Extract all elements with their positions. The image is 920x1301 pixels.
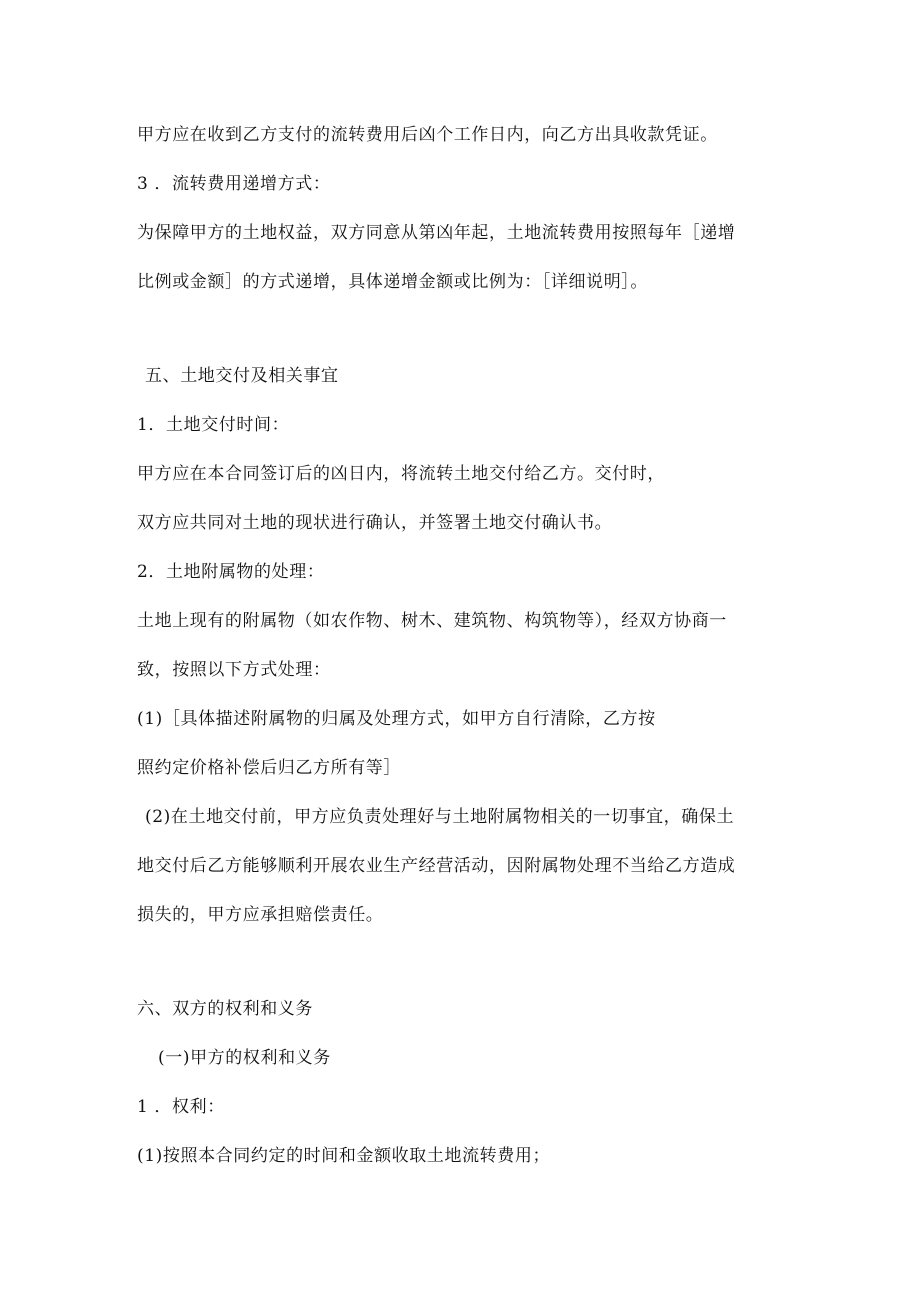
section-5-heading: 五、土地交付及相关事宜 [145, 366, 339, 386]
rights-item-1: (1)按照本合同约定的时间和金额收取土地流转费用； [137, 1146, 551, 1166]
item-2-heading: 2．土地附属物的处理： [137, 562, 325, 582]
subsection-1-heading: (一)甲方的权利和义务 [158, 1048, 331, 1068]
item-1-heading: 1．土地交付时间： [137, 415, 290, 435]
item-3-heading: 3 ．流转费用递增方式： [137, 174, 331, 194]
rights-heading: 1 ．权利： [137, 1097, 225, 1117]
subitem-2-line1: (2)在土地交付前，甲方应负责处理好与土地附属物相关的一切事宜，确保土 [145, 807, 735, 827]
section-6-heading: 六、双方的权利和义务 [137, 999, 313, 1019]
paragraph-increase-line2: 比例或金额］的方式递增，具体递增金额或比例为：［详细说明］。 [137, 272, 648, 292]
subitem-1-line2: 照约定价格补偿后归乙方所有等］ [137, 758, 401, 778]
paragraph-attachments-line1: 土地上现有的附属物（如农作物、树木、建筑物、构筑物等），经双方协商一 [137, 611, 727, 631]
subitem-2-line3: 损失的，甲方应承担赔偿责任。 [137, 905, 384, 925]
subitem-2-line2: 地交付后乙方能够顺利开展农业生产经营活动，因附属物处理不当给乙方造成 [137, 856, 736, 876]
paragraph-delivery-line1: 甲方应在本合同签订后的凶日内，将流转土地交付给乙方。交付时， [137, 464, 665, 484]
subitem-1-line1: (1)［具体描述附属物的归属及处理方式，如甲方自行清除，乙方按 [137, 709, 656, 729]
paragraph-receipt: 甲方应在收到乙方支付的流转费用后凶个工作日内，向乙方出具收款凭证。 [137, 125, 718, 145]
paragraph-increase-line1: 为保障甲方的土地权益，双方同意从第凶年起，土地流转费用按照每年［递增 [137, 223, 736, 243]
paragraph-attachments-line2: 致，按照以下方式处理： [137, 660, 331, 680]
paragraph-delivery-line2: 双方应共同对土地的现状进行确认，并签署土地交付确认书。 [137, 513, 613, 533]
